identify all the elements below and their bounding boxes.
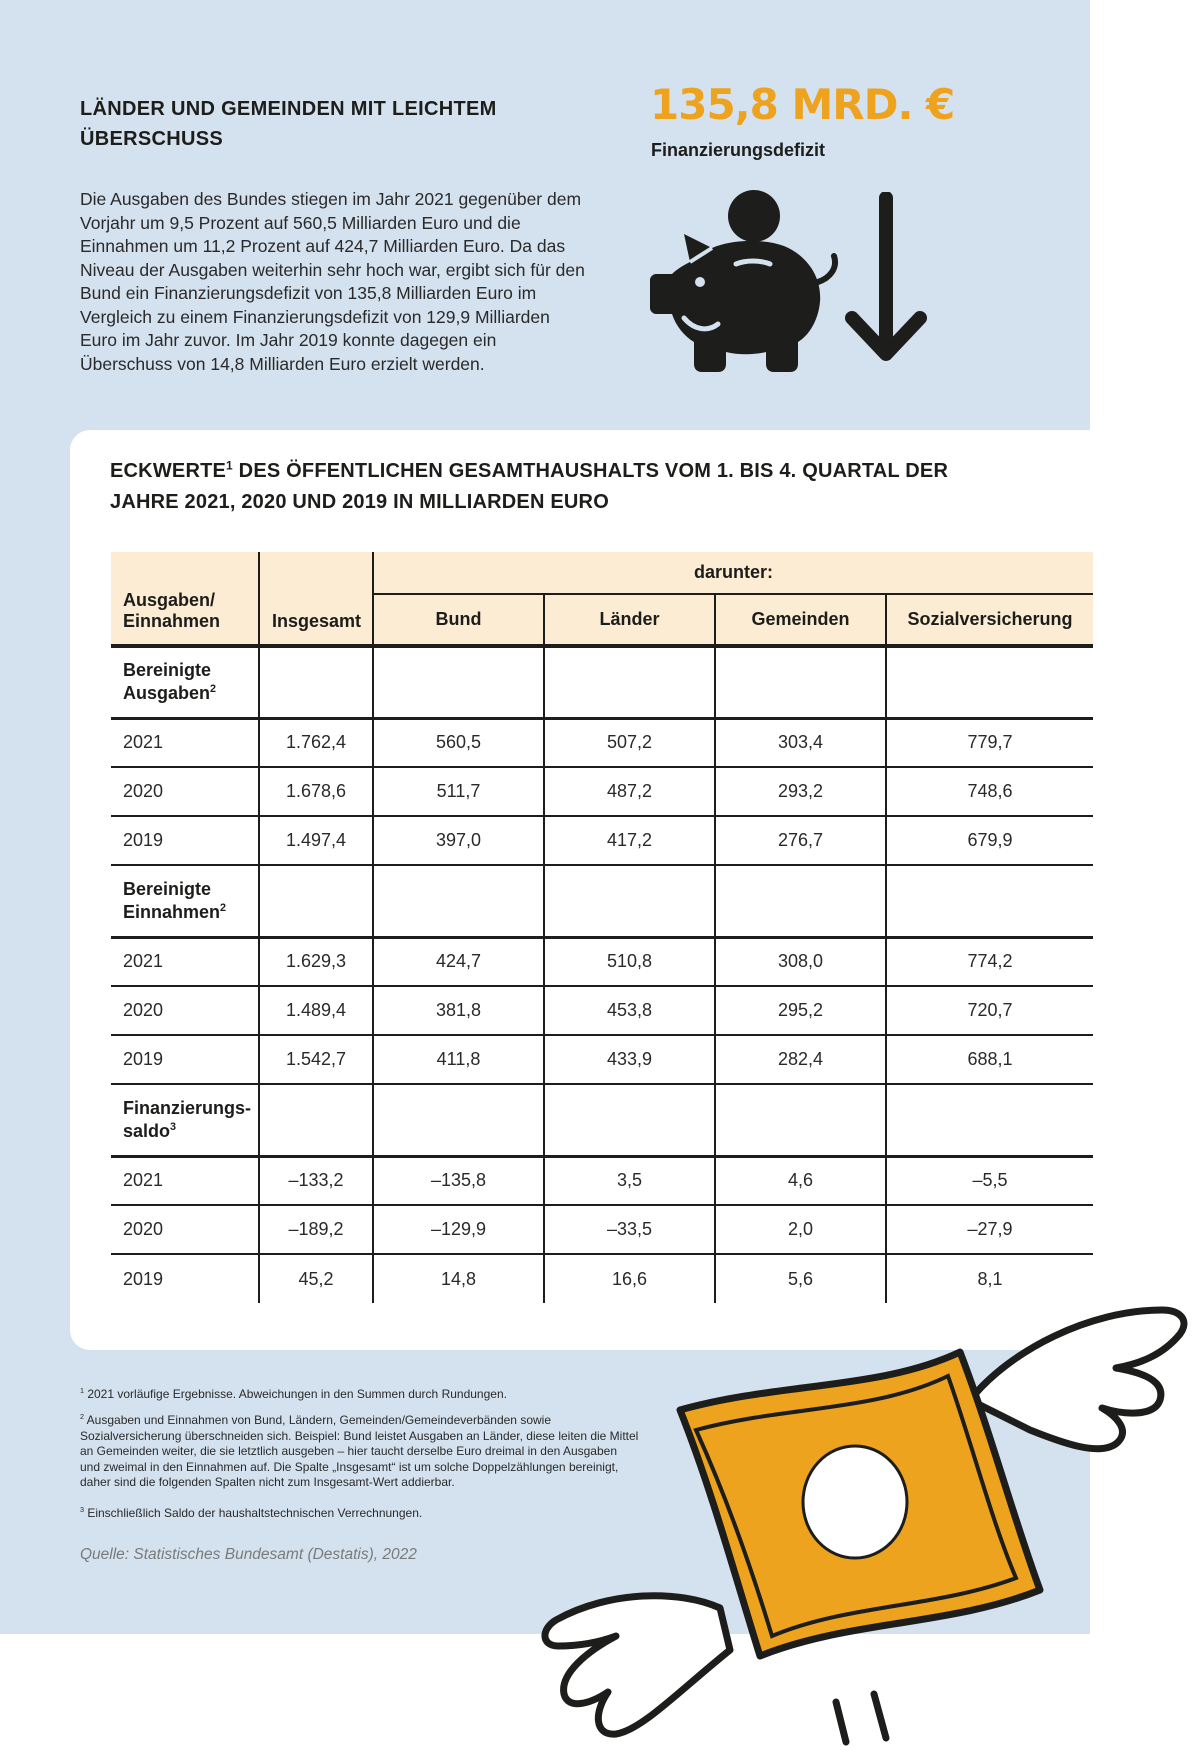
deficit-value: 135,8 MRD. € — [650, 80, 955, 129]
intro-heading: LÄNDER UND GEMEINDEN MIT LEICHTEM ÜBERSCHUSS — [80, 98, 497, 150]
cell-bund: 424,7 — [373, 937, 544, 986]
cell-bund: –129,9 — [373, 1205, 544, 1254]
empty-cell — [715, 865, 886, 937]
header-bund: Bund — [373, 594, 544, 646]
cell-laender: 507,2 — [544, 718, 715, 767]
empty-cell — [886, 646, 1093, 718]
table-row — [111, 767, 1093, 816]
footnote-2: $^2$ Ausgaben und Einnahmen von Bund, Ländern, Gemeinden/Gemeindeverbänden sowie Sozialversicherung überschneiden sich. Beispiel: Bund leistet Ausgaben an Länder, diese leiten die Mittel an Gemeinden weiter, die sie letztlich ausgeben – hier taucht derselbe Euro dreimal in den Ausgaben und zweimal in den Einnahmen auf. Die Spalte „Insgesamt“ ist um solche Doppelzählungen bereinigt, daher sind die folgenden Spalten nicht zum Insgesamt-Wert addierbar. — [80, 1412, 639, 1489]
empty-cell — [373, 646, 544, 718]
cell-bund: 560,5 — [373, 718, 544, 767]
cell-insgesamt: 1.629,3 — [259, 937, 373, 986]
cell-gemeinden: 2,0 — [715, 1205, 886, 1254]
cell-laender: 16,6 — [544, 1254, 715, 1303]
cell-year: 2020 — [111, 767, 259, 816]
cell-laender: –33,5 — [544, 1205, 715, 1254]
cell-bund: 381,8 — [373, 986, 544, 1035]
header-darunter: darunter: — [373, 552, 1093, 594]
header-sozialversicherung: Sozialversicherung — [886, 594, 1093, 646]
cell-year: 2020 — [111, 1205, 259, 1254]
section-row — [111, 1084, 1093, 1156]
cell-bund: 397,0 — [373, 816, 544, 865]
header-laender: Länder — [544, 594, 715, 646]
table-row — [111, 718, 1093, 767]
piggy-bank-icon — [650, 190, 840, 372]
section-label: Bereinigte Ausgaben$^2$ — [111, 646, 259, 718]
cell-year: 2019 — [111, 1254, 259, 1303]
table-row — [111, 937, 1093, 986]
cell-bund: 511,7 — [373, 767, 544, 816]
cell-sozial: 748,6 — [886, 767, 1093, 816]
cell-insgesamt: 1.762,4 — [259, 718, 373, 767]
empty-cell — [259, 865, 373, 937]
table-row — [111, 1205, 1093, 1254]
cell-sozial: 720,7 — [886, 986, 1093, 1035]
cell-sozial: –27,9 — [886, 1205, 1093, 1254]
cell-bund: –135,8 — [373, 1156, 544, 1205]
cell-gemeinden: 282,4 — [715, 1035, 886, 1084]
table-title: ECKWERTE$^1$ DES ÖFFENTLICHEN GESAMTHAUSHALTS VOM 1. BIS 4. QUARTAL DER JAHRE 2021, 2020 UND 2019 IN MILLIARDEN EURO — [110, 458, 949, 513]
empty-cell — [259, 646, 373, 718]
cell-gemeinden: 295,2 — [715, 986, 886, 1035]
footnote-1: $^1$ 2021 vorläufige Ergebnisse. Abweichungen in den Summen durch Rundungen. — [80, 1386, 507, 1401]
header-gemeinden: Gemeinden — [715, 594, 886, 646]
cell-laender: 433,9 — [544, 1035, 715, 1084]
empty-cell — [373, 1084, 544, 1156]
arrow-down-icon — [844, 192, 928, 368]
cell-year: 2021 — [111, 1156, 259, 1205]
cell-laender: 510,8 — [544, 937, 715, 986]
section-row — [111, 865, 1093, 937]
section-row — [111, 646, 1093, 718]
table-row — [111, 816, 1093, 865]
footnote-3: $^3$ Einschließlich Saldo der haushaltstechnischen Verrechnungen. — [80, 1505, 423, 1520]
cell-gemeinden: 303,4 — [715, 718, 886, 767]
empty-cell — [373, 865, 544, 937]
cell-insgesamt: –133,2 — [259, 1156, 373, 1205]
table-row — [111, 986, 1093, 1035]
cell-sozial: 8,1 — [886, 1254, 1093, 1303]
empty-cell — [544, 865, 715, 937]
cell-laender: 3,5 — [544, 1156, 715, 1205]
cell-year: 2020 — [111, 986, 259, 1035]
intro-text: Die Ausgaben des Bundes stiegen im Jahr 2021 gegenüber dem Vorjahr um 9,5 Prozent auf 560,5 Milliarden Euro und die Einnahmen um 11,2 Prozent auf 424,7 Milliarden Euro. Da das Niveau der Ausgaben weiterhin sehr hoch war, ergibt sich für den Bund ein Finanzierungsdefizit von 135,8 Milliarden Euro im Vergleich zu einem Finanzierungsdefizit von 129,9 Milliarden Euro im Jahr zuvor. Im Jahr 2019 konnte dagegen ein Überschuss von 14,8 Milliarden Euro erzielt werden. — [80, 189, 585, 374]
cell-insgesamt: 45,2 — [259, 1254, 373, 1303]
cell-year: 2021 — [111, 937, 259, 986]
flying-banknote-icon — [490, 1290, 1200, 1754]
cell-sozial: 679,9 — [886, 816, 1093, 865]
cell-laender: 453,8 — [544, 986, 715, 1035]
cell-laender: 417,2 — [544, 816, 715, 865]
section-label: Bereinigte Einnahmen$^2$ — [111, 865, 259, 937]
cell-insgesamt: 1.542,7 — [259, 1035, 373, 1084]
cell-year: 2019 — [111, 816, 259, 865]
table-row — [111, 1035, 1093, 1084]
empty-cell — [886, 1084, 1093, 1156]
cell-insgesamt: 1.678,6 — [259, 767, 373, 816]
cell-sozial: 688,1 — [886, 1035, 1093, 1084]
cell-sozial: 779,7 — [886, 718, 1093, 767]
cell-insgesamt: 1.489,4 — [259, 986, 373, 1035]
cell-sozial: –5,5 — [886, 1156, 1093, 1205]
header-ausgaben-einnahmen: Ausgaben/ Einnahmen — [111, 552, 259, 646]
empty-cell — [544, 1084, 715, 1156]
budget-table — [111, 552, 1093, 1303]
empty-cell — [886, 865, 1093, 937]
cell-bund: 14,8 — [373, 1254, 544, 1303]
cell-insgesamt: –189,2 — [259, 1205, 373, 1254]
empty-cell — [715, 1084, 886, 1156]
cell-year: 2021 — [111, 718, 259, 767]
empty-cell — [259, 1084, 373, 1156]
cell-year: 2019 — [111, 1035, 259, 1084]
table-row — [111, 1156, 1093, 1205]
empty-cell — [544, 646, 715, 718]
header-insgesamt: Insgesamt — [259, 552, 373, 646]
cell-gemeinden: 4,6 — [715, 1156, 886, 1205]
cell-insgesamt: 1.497,4 — [259, 816, 373, 865]
section-label: Finanzierungs- saldo$^3$ — [111, 1084, 259, 1156]
cell-bund: 411,8 — [373, 1035, 544, 1084]
deficit-caption: Finanzierungsdefizit — [651, 140, 826, 160]
cell-sozial: 774,2 — [886, 937, 1093, 986]
source-note: Quelle: Statistisches Bundesamt (Destatis), 2022 — [80, 1546, 417, 1563]
cell-gemeinden: 308,0 — [715, 937, 886, 986]
cell-gemeinden: 276,7 — [715, 816, 886, 865]
empty-cell — [715, 646, 886, 718]
cell-gemeinden: 5,6 — [715, 1254, 886, 1303]
cell-gemeinden: 293,2 — [715, 767, 886, 816]
cell-laender: 487,2 — [544, 767, 715, 816]
